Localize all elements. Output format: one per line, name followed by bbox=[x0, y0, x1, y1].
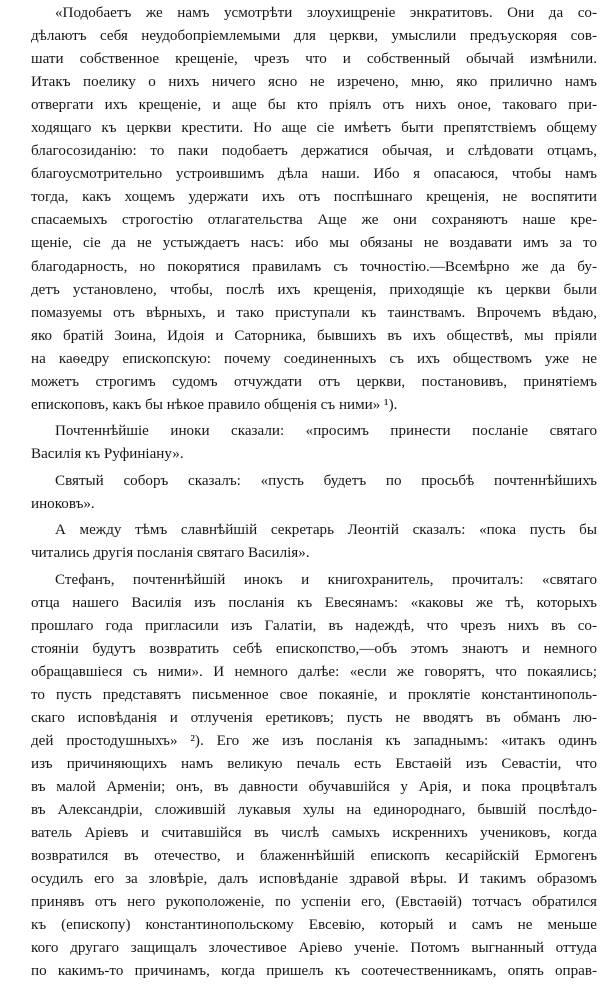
text-line: можетъ строгимъ судомъ отчуждати отъ церкви, постановивъ, принятіемъ bbox=[31, 373, 597, 390]
paragraph bbox=[31, 569, 597, 984]
paragraph bbox=[31, 470, 597, 516]
text-line: благоусмотрительно устроившимъ дѣла наши. Ибо я опасаюся, чтобы намъ bbox=[31, 166, 597, 183]
text-line: возвратился въ отечество, и блаженнѣйшій епископъ кесарійскій Ермогенъ bbox=[31, 848, 597, 865]
text-line: щеніе, сіе да не устыждаетъ насъ: ибо мы обязаны не воздавати имъ за то bbox=[31, 235, 597, 252]
text-line: Итакъ поелику о нихъ ничего ясно не изречено, мню, яко прилично намъ bbox=[31, 74, 597, 91]
text-line: дѣлаютъ себя неудобопріемлемыми для церкви, умыслили предъускоряя сов- bbox=[31, 28, 597, 45]
text-line: читались другія посланія святаго Василія». bbox=[31, 545, 310, 562]
text-line: въ малой Арменіи; онъ, въ давности обучавшійся у Арія, и пока процвѣталъ bbox=[31, 779, 597, 796]
text-line: помазуемы отъ вѣрныхъ, и тако приступали къ таинствамъ. Впрочемъ вѣдаю, bbox=[31, 304, 597, 321]
text-line: кого другаго защищалъ злочестивое Аріево ученіе. Потомъ выгнанный оттуда bbox=[31, 940, 597, 957]
text-line: благосозиданію: то паки подобаетъ держатися обычая, и слѣдовати отцамъ, bbox=[31, 143, 597, 160]
text-line: шати собственное крещеніе, чрезъ что и собственный обычай измѣнили. bbox=[31, 51, 597, 68]
text-line: ходящаго къ церкви крестити. Но аще сіе имѣетъ быти препятствіемъ общему bbox=[31, 120, 597, 137]
text-line: отвергати ихъ крещеніе, и аще бы кто пріялъ отъ нихъ оное, таковаго при- bbox=[31, 97, 597, 114]
text-line: принявъ отъ него рукоположеніе, по успеніи его, (Евстаѳій) тотчасъ обратился bbox=[31, 894, 597, 911]
text-line: «Подобаетъ же намъ усмотрѣти злоухищреніе энкратитовъ. Они да со- bbox=[55, 5, 597, 21]
text-line: яко братій Зоина, Идоія и Саторника, бывшихъ въ ихъ обществѣ, мы пріяли bbox=[31, 327, 597, 344]
text-line: отца нашего Василія изъ посланія къ Евесянамъ: «каковы же тѣ, которыхъ bbox=[31, 594, 597, 611]
text-line: епископовъ, какъ бы нѣкое правило общенія съ ними» ¹). bbox=[31, 396, 398, 413]
text-line: изъ причиняющихъ намъ великую печаль есть Евстаѳій изъ Севастіи, что bbox=[31, 756, 597, 773]
text-line: на каѳедру епископскую: почему соединенныхъ съ ихъ обществомъ уже не bbox=[31, 350, 597, 367]
text-line: скаго исповѣданія и отлученія еретиковъ; пусть не вводятъ въ обманъ лю- bbox=[31, 709, 597, 726]
text-line: дей простодушныхъ» ²). Его же изъ посланія къ западнымъ: «итакъ одинъ bbox=[31, 733, 597, 750]
text-line: въ Александріи, сложившій лукавыя хулы на единороднаго, бывшій послѣдо- bbox=[31, 802, 597, 819]
text-line: по какимъ-то причинамъ, когда пришелъ къ соотечественникамъ, опять оправ- bbox=[31, 963, 597, 980]
text-line: Василія къ Руфиніану». bbox=[31, 446, 184, 463]
text-line: детъ установлено, чтобы, послѣ ихъ крещенія, приходящіе къ церкви были bbox=[31, 281, 597, 298]
text-line: то пусть представятъ письменное свое покаяніе, и проклятіе константинополь- bbox=[31, 686, 597, 703]
text-line: къ (епископу) константинопольскому Евсевію, который и самъ не меньше bbox=[31, 917, 597, 934]
text-body bbox=[31, 2, 597, 984]
paragraph bbox=[31, 420, 597, 466]
paragraph bbox=[31, 519, 597, 565]
text-line: благодарность, но покорятися правиламъ съ точностію.—Всемѣрно же да бу- bbox=[31, 258, 597, 275]
text-line: осудилъ его за зловѣріе, далъ исповѣданіе здравой вѣры. И такимъ образомъ bbox=[31, 871, 597, 888]
text-line: обращавшіеся съ ними». И немного далѣе: «если же говорятъ, что покаялись; bbox=[31, 663, 597, 680]
text-line: Почтеннѣйшіе иноки сказали: «просимъ принести посланіе святаго bbox=[55, 423, 597, 440]
text-line: прошлаго года пригласили изъ Галатіи, въ надеждѣ, что чрезъ нихъ въ со- bbox=[31, 617, 597, 634]
text-line: тогда, какъ хощемъ удержати ихъ отъ поспѣшнаго крещенія, не воспятити bbox=[31, 189, 597, 206]
text-line: Стефанъ, почтеннѣйшій инокъ и книгохранитель, прочиталъ: «святаго bbox=[55, 571, 597, 588]
paragraph bbox=[31, 2, 597, 417]
text-line: А между тѣмъ славнѣйшій секретарь Леонтій сказалъ: «пока пусть бы bbox=[55, 522, 597, 539]
text-line: ватель Аріевъ и считавшійся въ числѣ самыхъ искреннихъ учениковъ, когда bbox=[31, 825, 597, 842]
text-line: спасаемыхъ строгостію отлагательства Аще же они сохраняютъ наше кре- bbox=[31, 212, 597, 229]
text-line: иноковъ». bbox=[31, 495, 95, 512]
text-line: стояніи будутъ возвратить себѣ епископство,—объ этомъ знаютъ и немного bbox=[31, 640, 597, 657]
text-line: Святый соборъ сказалъ: «пусть будетъ по просьбѣ почтеннѣйшихъ bbox=[55, 472, 597, 489]
